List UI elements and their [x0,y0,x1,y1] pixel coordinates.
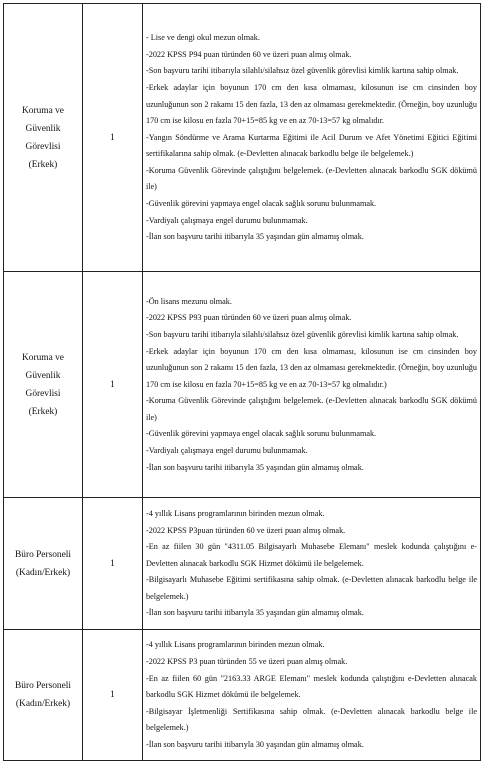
count-cell: 1 [83,4,143,272]
requirement-item: -4 yıllık Lisans programlarının birinden mezun olmak. [146,508,325,518]
position-line: (Erkek) [28,406,58,417]
position-line: Büro Personeli [15,681,71,691]
count-cell: 1 [83,498,143,630]
requirement-item: -Vardiyalı çalışmaya engel durumu bulunmamak. [146,446,308,456]
requirement-item: -Vardiyalı çalışmaya engel durumu bulunmamak. [146,215,308,225]
requirement-item: -Güvenlik görevini yapmaya engel olacak sağlık sorunu bulunmamak. [146,429,377,439]
requirement-item: -2022 KPSS P3puan türünden 60 ve üzeri puan almış olmak. [146,525,346,535]
position-line: Büro Personeli [15,549,71,560]
requirements-cell [143,630,481,761]
requirement-item: -İlan son başvuru tarihi itibarıyla 30 yaşından gün almamış olmak. [146,739,364,749]
requirements-cell [143,498,481,630]
position-cell [4,4,83,272]
requirement-item: - Lise ve dengi okul mezun olmak. [146,33,260,43]
position-cell [4,498,83,630]
position-line: Koruma ve Güvenlik [22,105,64,134]
requirements-table [3,3,481,761]
position-line: Görevlisi [25,388,61,399]
requirement-item: -Ön lisans mezunu olmak. [146,296,232,306]
requirement-item: -Bilgisayarlı Muhasebe Eğitimi sertifikasına sahip olmak. (e-Devletten alınacak barkodlu belge ile belgelemek.) [146,575,477,601]
requirement-item: -En az fiilen 30 gün "4311.05 Bilgisayarlı Muhasebe Elemanı" meslek kodunda çalıştığını e-Devletten alınacak barkodlu SGK Hizmet dökümü ile belgelemek. [146,542,477,568]
requirements-cell [143,272,481,498]
requirement-item: -En az fiilen 60 gün "2163.33 ARGE Elemanı" meslek kodunda çalıştığını e-Devletten alınacak barkodlu SGK Hizmet dökümü ile belgelemek. [146,673,477,700]
requirement-item: -2022 KPSS P3 puan türünden 55 ve üzeri puan almış olmak. [146,657,348,667]
requirement-item: -İlan son başvuru tarihi itibarıyla 35 yaşından gün almamış olmak. [146,608,364,618]
table-row [4,498,481,630]
requirement-item: -Güvenlik görevini yapmaya engel olacak sağlık sorunu bulunmamak. [146,199,377,209]
table-row [4,272,481,498]
table-body [4,4,481,761]
requirement-item: -Son başvuru tarihi itibarıyla silahlı/silahsız özel güvenlik görevlisi kimlik kartına sahip olmak. [146,66,459,76]
requirement-item: -İlan son başvuru tarihi itibarıyla 35 yaşından gün almamış olmak. [146,232,364,242]
position-cell [4,272,83,498]
requirements-cell [143,4,481,272]
requirement-item: -İlan son başvuru tarihi itibarıyla 35 yaşından gün almamış olmak. [146,462,364,472]
table-row [4,4,481,272]
requirement-item: -2022 KPSS P93 puan türünden 60 ve üzeri puan almış olmak. [146,313,352,323]
position-line: (Kadın/Erkek) [15,699,71,709]
requirement-item: -Erkek adaylar için boyunun 170 cm den kısa olmaması, kilosunun ise cm cinsinden boy uzunluğunun son 2 rakamı 15 den fazla, 13 den az olmaması gerekmektedir. (Örneğin, boy uzunluğu 170 cm ise kilosu en fazla 70+15=85 kg ve en az 70-13=57 kg olmalıdır.) [146,346,477,389]
requirement-item: -4 yıllık Lisans programlarının birinden mezun olmak. [146,640,325,650]
position-line: (Kadın/Erkek) [15,567,71,578]
requirement-item: -2022 KPSS P94 puan türünden 60 ve üzeri puan almış olmak. [146,49,352,59]
count-cell: 1 [83,272,143,498]
requirement-item: -Son başvuru tarihi itibarıyla silahlı/silahsız özel güvenlik görevlisi kimlik kartına sahip olmak. [146,329,459,339]
count-cell: 1 [83,630,143,761]
requirement-item: -Erkek adaylar için boyunun 170 cm den kısa olmaması, kilosunun ise cm cinsinden boy uzunluğunun son 2 rakamı 15 den fazla, 13 den az olmaması gerekmektedir. (Örneğin, boy uzunluğu 170 cm ise kilosu en fazla 70+15=85 kg ve en az 70-13=57 kg olmalıdır. [146,82,477,126]
position-line: Görevlisi [25,141,61,152]
position-line: Koruma ve Güvenlik [22,352,64,381]
position-cell [4,630,83,761]
requirement-item: -Yangın Söndürme ve Arama Kurtarma Eğitimi ile Acil Durum ve Afet Yönetimi Eğitici Eğitimi sertifikalarına sahip olmak. (e-Devletten alınacak barkodlu belge ile belgelemek.) [146,132,477,159]
position-line: (Erkek) [28,159,58,170]
requirement-item: -Koruma Güvenlik Görevinde çalıştığını belgelemek. (e-Devletten alınacak barkodlu SGK dökümü ile) [146,396,477,422]
requirement-item: -Koruma Güvenlik Görevinde çalıştığını belgelemek. (e-Devletten alınacak barkodlu SGK dökümü ile) [146,165,477,192]
table-row [4,630,481,761]
requirement-item: -Bilgisayar İşletmenliği Sertifikasına sahip olmak. (e-Devletten alınacak barkodlu belge ile belgelemek.) [146,706,477,733]
